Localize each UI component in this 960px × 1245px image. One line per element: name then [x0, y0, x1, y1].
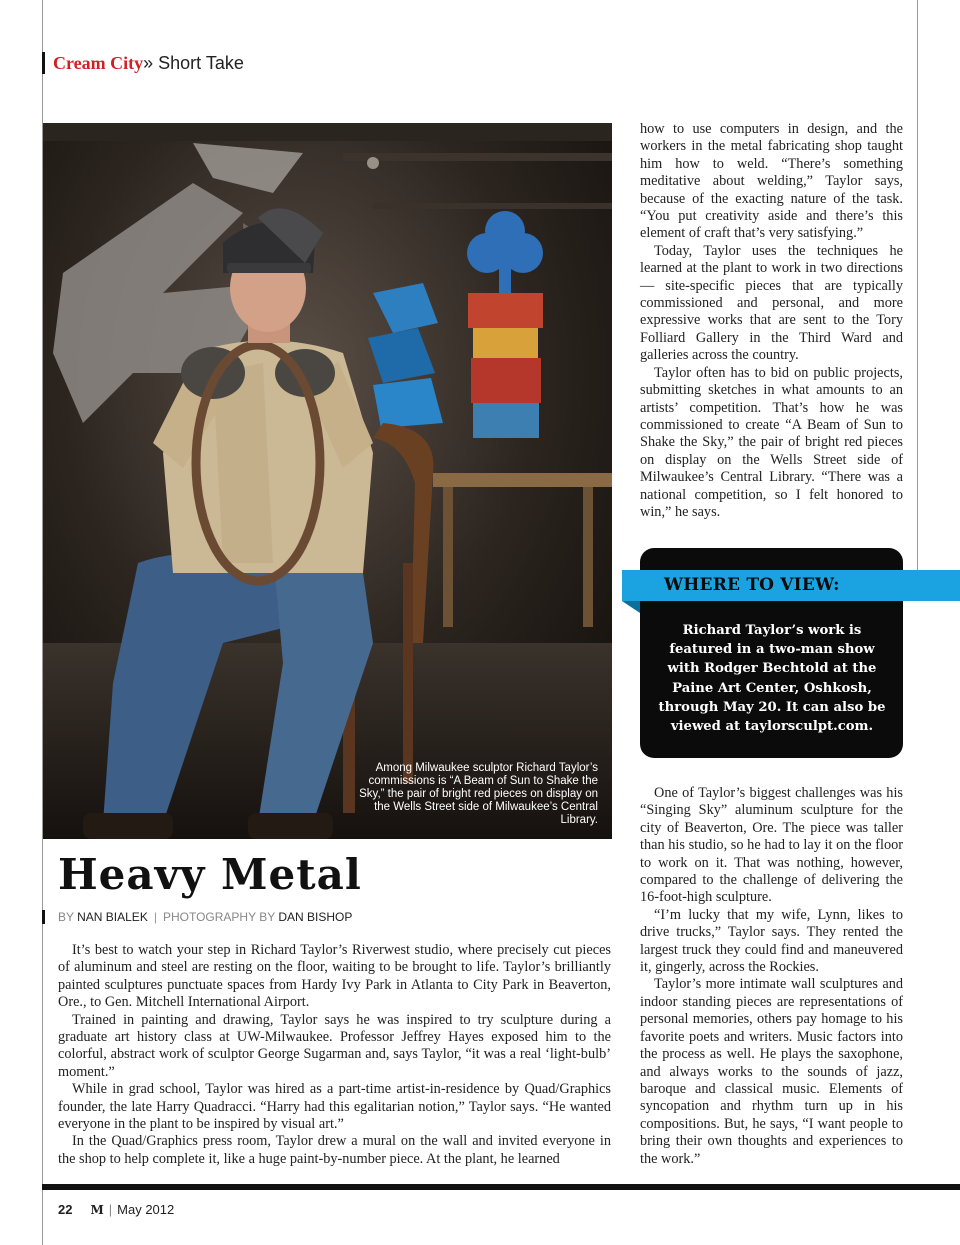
paragraph: Trained in painting and drawing, Taylor says he was inspired to try sculpture during a graduate art history class at UW-Milwaukee. Professor Jeffrey Hayes exposed him to the colorful, abstract work of sculptor George Sugarman and, says Taylor, “it was a real ‘light-bulb’ moment.”: [58, 1011, 611, 1080]
photo-caption: Among Milwaukee sculptor Richard Taylor’s commissions is “A Beam of Sun to Shake the Sky,” the pair of bright red pieces on display on the Wells Street side of Milwaukee’s Central Library.: [359, 762, 598, 826]
byline-separator: |: [153, 910, 157, 924]
section-separator: »: [143, 53, 154, 73]
paragraph: Today, Taylor uses the techniques he learned at the plant to work in two directions — site-specific pieces that are typically commissioned and personal, and more expressive works that are sent to the Tory Folliard Gallery in the Third Ward and galleries across the country.: [640, 242, 903, 364]
article-headline: Heavy Metal: [58, 850, 362, 899]
feature-photo: [43, 123, 612, 839]
magazine-logo: M: [90, 1203, 104, 1217]
paragraph: One of Taylor’s biggest challenges was his “Singing Sky” aluminum sculpture for the city of Beaverton, Ore. The piece was taller than his studio, so he had to lay it on the floor to work on it. That was nothing, however, compared to the challenge of delivering the 16-foot-high sculpture.: [640, 785, 903, 906]
paragraph: “I’m lucky that my wife, Lynn, likes to drive trucks,” Taylor says. They rented the largest truck they could find and maneuvered it, gingerly, across the Rockies.: [640, 906, 903, 976]
article-body-right-top: [640, 121, 903, 521]
section-marker-bar: [42, 52, 45, 74]
paragraph: Taylor’s more intimate wall sculptures and indoor standing pieces are representations of personal memories, others pay homage to his favorite poets and writers. Music factors into the process as well. He plays the saxophone, and always works to the sounds of jazz, baroque and classical music. Elements of syncopation and rhythm turn up in his compositions. But, he says, “I want people to bring their own thoughts and experiences to the work.”: [640, 976, 903, 1167]
section-name: Cream City: [53, 53, 144, 73]
paragraph: While in grad school, Taylor was hired as a part-time artist-in-residence by Quad/Graphics founder, the late Harry Quadracci. “Harry had this egalitarian notion,” Taylor says. “He wanted everyone in the plant to be inspired by visual art.”: [58, 1081, 611, 1133]
byline-photographer: DAN BISHOP: [278, 910, 353, 924]
right-margin-rule: [917, 0, 918, 575]
byline-marker-bar: [42, 910, 45, 924]
sidebar-text: Richard Taylor’s work is featured in a two-man show with Rodger Bechtold at the Paine Art Center, Oshkosh, through May 20. It can also be viewed at taylorsculpt.com.: [658, 623, 886, 735]
footer-separator: |: [108, 1202, 113, 1217]
page-footer: [58, 1202, 174, 1218]
article-body-right-bottom: [640, 785, 903, 1168]
byline: [58, 910, 352, 925]
paragraph: Taylor often has to bid on public projects, submitting sketches in what amounts to an artists’ competition. That’s how he was commissioned to create “A Beam of Sun to Shake the Sky,” the pair of bright red pieces on display on the Wells Street side of Milwaukee’s Central Library. “There was a national competition, so I felt honored to win,” he says.: [640, 364, 903, 520]
section-subtitle: Short Take: [153, 53, 244, 73]
byline-photo-label: PHOTOGRAPHY BY: [162, 910, 279, 924]
paragraph: In the Quad/Graphics press room, Taylor drew a mural on the wall and invited everyone in the shop to help complete it, like a huge paint-by-number piece. At the plant, he learned: [58, 1133, 611, 1167]
byline-by-label: BY: [58, 910, 78, 924]
page-number: 22: [58, 1202, 73, 1217]
paragraph: It’s best to watch your step in Richard Taylor’s Riverwest studio, where precisely cut pieces of aluminum and steel are resting on the floor, waiting to be brought to life. Taylor’s brilliantly painted sculptures punctuate spaces from Hardy Ivy Park in Atlanta to City Park in Beaverton, Ore., to Gen. Mitchell International Airport.: [58, 942, 611, 1011]
sidebar-title: WHERE TO VIEW:: [664, 575, 840, 595]
footer-rule: [42, 1184, 960, 1190]
article-body-left: [58, 942, 611, 1168]
issue-date: May 2012: [117, 1202, 175, 1217]
sidebar-banner-fold: [622, 601, 640, 613]
section-header: [53, 51, 244, 75]
photo-illustration: [43, 123, 612, 839]
paragraph: how to use computers in design, and the workers in the metal fabricating shop taught him how to weld. “There’s something meditative about welding,” Taylor says, because of the exacting nature of the task. “You put creativity aside and there’s this element of craft that’s very satisfying.”: [640, 121, 903, 242]
byline-author: NAN BIALEK: [77, 910, 148, 924]
